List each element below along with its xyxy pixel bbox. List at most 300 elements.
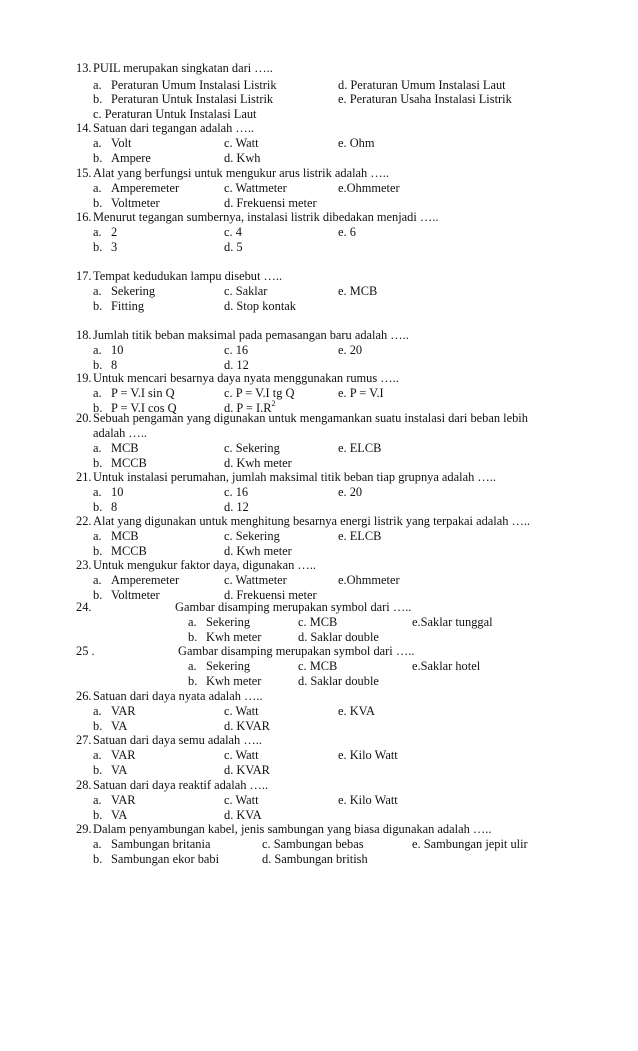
option-letter: b. [93,401,103,415]
option-letter: a. [93,386,102,400]
option-b [93,299,144,314]
option-letter: c. [224,704,233,718]
option-e [338,529,381,544]
option-a [93,704,136,719]
option-letter: a. [93,704,102,718]
option-text: Peraturan Umum Instalasi Laut [350,78,506,92]
option-letter: c. [224,225,233,239]
question-text [76,371,399,386]
option-text: 20 [349,485,363,499]
option-text: Saklar tunggal [420,615,493,629]
option-text: VAR [111,704,136,718]
question-number: 15. [76,166,92,180]
option-letter: a. [93,343,102,357]
option-letter: d. [224,456,234,470]
question-number: 13. [76,61,92,75]
question-text [76,470,496,485]
question-number: 23. [76,558,92,572]
option-text: 3 [111,240,118,254]
option-text: 4 [235,225,242,239]
option-c [224,441,280,456]
option-text: Sambungan ekor babi [111,852,220,866]
option-letter: e. [338,284,347,298]
option-text: Frekuensi meter [236,588,317,602]
question-text-continued: adalah ….. [93,426,148,440]
option-text: Peraturan Umum Instalasi Listrik [111,78,277,92]
option-letter: e. [338,573,347,587]
option-text: MCCB [111,456,147,470]
option-e [338,284,377,299]
option-letter: a. [93,225,102,239]
option-letter: d. [224,240,234,254]
option-letter: c. [262,837,271,851]
option-text: Ohm [349,136,375,150]
option-d [262,852,368,867]
option-a [188,659,250,674]
option-text: 8 [111,500,118,514]
option-a [93,529,139,544]
option-text: Kwh meter [206,630,262,644]
option-text: Sekering [235,441,280,455]
option-text: Kwh [236,151,261,165]
option-letter: e. [338,386,347,400]
option-text: Sekering [235,529,280,543]
option-e [338,485,362,500]
option-letter: b. [93,763,103,777]
question-stem: Alat yang berfungsi untuk mengukur arus listrik adalah ….. [93,166,389,180]
option-letter: e. [338,343,347,357]
option-text: Ohmmeter [346,573,400,587]
option-d [224,196,317,211]
option-text: Saklar double [310,674,379,688]
option-letter: d. [224,401,234,415]
option-e [412,837,528,852]
option-e [338,386,384,401]
option-letter: b. [93,500,103,514]
option-letter: c. [298,615,307,629]
question-stem: Satuan dari daya reaktif adalah ….. [93,778,269,792]
option-letter: d. [224,151,234,165]
option-letter: e. [338,136,347,150]
option-text: Sambungan british [274,852,368,866]
option-letter: e. [412,837,421,851]
question-stem: Tempat kedudukan lampu disebut ….. [93,269,283,283]
option-letter: b. [188,630,198,644]
question-stem: Satuan dari daya nyata adalah ….. [93,689,263,703]
option-letter: c. [224,485,233,499]
option-text: Sambungan britania [111,837,211,851]
option-b [93,240,117,255]
question-text [76,778,268,793]
option-letter: c. [93,107,102,121]
question-text [76,558,316,573]
option-a [93,78,277,93]
option-text: Kwh meter [206,674,262,688]
option-e [338,793,398,808]
option-letter: c. [224,573,233,587]
option-letter: c. [224,343,233,357]
option-c [224,485,248,500]
option-letter: d. [224,763,234,777]
question-text [76,210,438,225]
option-letter: d. [224,358,234,372]
question-text [76,328,409,343]
option-c [224,748,259,763]
question-text [76,644,414,659]
option-a [93,793,136,808]
option-text: P = V.I sin Q [111,386,175,400]
option-text: VA [111,763,128,777]
option-text: Peraturan Usaha Instalasi Listrik [349,92,512,106]
option-text: MCB [111,529,139,543]
option-b [188,630,261,645]
option-text: 5 [236,240,243,254]
option-d [224,719,270,734]
option-letter: a. [93,284,102,298]
option-c [224,343,248,358]
option-e [338,441,381,456]
question-text [76,121,254,136]
option-text: Peraturan Untuk Instalasi Laut [104,107,257,121]
option-e [338,704,375,719]
question-stem: Gambar disamping merupakan symbol dari ….. [175,600,412,614]
option-text: Kilo Watt [349,793,398,807]
option-text: 12 [236,500,249,514]
option-letter: c. [224,529,233,543]
option-text: Saklar double [310,630,379,644]
question-number: 24. [76,600,92,614]
option-letter: e. [412,659,421,673]
option-letter: e. [412,615,421,629]
option-letter: b. [93,588,103,602]
option-text: KVA [236,808,262,822]
option-letter: c. [224,136,233,150]
option-text: 20 [349,343,363,357]
question-stem: Jumlah titik beban maksimal pada pemasangan baru adalah ….. [93,328,409,342]
option-text: Watt [235,704,259,718]
question-text [76,61,273,76]
option-text: 16 [235,485,249,499]
option-letter: e. [338,704,347,718]
option-letter: a. [93,793,102,807]
question-stem: Dalam penyambungan kabel, jenis sambungan yang biasa digunakan adalah ….. [93,822,492,836]
option-e [338,573,400,588]
option-a [93,181,179,196]
question-text [76,514,530,529]
option-letter: d. [224,544,234,558]
option-c [224,704,259,719]
option-letter: d. [298,674,308,688]
option-letter: c. [224,748,233,762]
option-a [93,386,175,401]
option-letter: d. [338,78,348,92]
option-letter: e. [338,441,347,455]
option-e [338,343,362,358]
option-letter: b. [93,151,103,165]
option-text: Watt [235,793,259,807]
question-stem: Sebuah pengaman yang digunakan untuk mengamankan suatu instalasi dari beban lebih [93,411,528,425]
option-a [93,485,123,500]
option-text: Fitting [111,299,145,313]
option-letter: b. [93,299,103,313]
option-a [93,837,210,852]
option-letter: c. [224,181,233,195]
option-text: 16 [235,343,249,357]
option-text: MCB [309,659,338,673]
option-text: Wattmeter [235,573,287,587]
option-text: 10 [111,343,124,357]
option-letter: e. [338,92,347,106]
option-letter: b. [93,92,103,106]
option-b [93,500,117,515]
option-b [93,456,147,471]
option-b [93,151,151,166]
option-letter: d. [224,500,234,514]
option-text: Peraturan Untuk Instalasi Listrik [111,92,274,106]
option-letter: d. [298,630,308,644]
option-text: Sekering [206,615,251,629]
option-text: P = V.I tg Q [235,386,295,400]
option-text: MCB [111,441,139,455]
option-text: VA [111,719,128,733]
option-b [93,719,127,734]
option-letter: b. [93,456,103,470]
option-text: ELCB [349,441,382,455]
option-text: VAR [111,793,136,807]
question-text [76,269,282,284]
option-e [412,615,493,630]
option-letter: a. [93,485,102,499]
option-c [224,136,259,151]
option-letter: a. [93,573,102,587]
option-text: 6 [349,225,356,239]
option-letter: d. [224,299,234,313]
option-e [338,748,398,763]
option-b [93,808,127,823]
option-c [224,573,287,588]
option-text: Wattmeter [235,181,287,195]
option-text: 8 [111,358,118,372]
option-letter: e. [338,529,347,543]
question-stem: Menurut tegangan sumbernya, instalasi listrik dibedakan menjadi ….. [93,210,439,224]
option-letter: e. [338,225,347,239]
option-b [93,763,127,778]
option-letter: c. [224,386,233,400]
option-letter: e. [338,485,347,499]
option-a [188,615,250,630]
option-letter: c. [298,659,307,673]
question-stem: PUIL merupakan singkatan dari ….. [93,61,273,75]
option-d [224,544,292,559]
option-text: Stop kontak [236,299,296,313]
option-text: Sambungan bebas [273,837,364,851]
option-c [298,659,337,674]
option-b [93,544,147,559]
option-text: 2 [111,225,118,239]
option-b [93,196,160,211]
option-c [224,181,287,196]
question-stem: Untuk mencari besarnya daya nyata menggunakan rumus ….. [93,371,399,385]
question-number: 17. [76,269,92,283]
option-letter: a. [93,748,102,762]
option-text: Sambungan jepit ulir [423,837,528,851]
option-text: 12 [236,358,249,372]
question-number: 14. [76,121,92,135]
option-c [224,529,280,544]
option-letter: b. [93,544,103,558]
question-stem: Gambar disamping merupakan symbol dari ….. [178,644,415,658]
option-text: Amperemeter [111,181,180,195]
option-letter: c. [224,441,233,455]
option-e [412,659,480,674]
option-letter: e. [338,793,347,807]
option-d [224,240,243,255]
option-letter: a. [93,837,102,851]
question-text [76,166,389,181]
question-number: 29. [76,822,92,836]
option-d [224,500,249,515]
option-letter: d. [224,196,234,210]
option-b [188,674,261,689]
option-letter: d. [262,852,272,866]
option-text: MCCB [111,544,147,558]
option-text: Watt [235,748,259,762]
option-letter: b. [93,196,103,210]
option-e [338,136,375,151]
option-text: Kwh meter [236,456,292,470]
question-stem: Untuk mengukur faktor daya, digunakan ….. [93,558,316,572]
option-letter: a. [93,181,102,195]
option-a [93,284,155,299]
option-text: Ampere [111,151,151,165]
option-text: Volt [111,136,132,150]
question-number: 25 . [76,644,95,658]
option-d [338,78,506,93]
option-letter: a. [93,529,102,543]
option-c [224,386,294,401]
option-text: Watt [235,136,259,150]
question-stem: Satuan dari daya semu adalah ….. [93,733,262,747]
option-text: Sekering [111,284,156,298]
option-a [93,225,117,240]
option-a [93,748,136,763]
question-stem: Satuan dari tegangan adalah ….. [93,121,255,135]
question-stem: Alat yang digunakan untuk menghitung besarnya energi listrik yang terpakai adalah ….. [93,514,531,528]
option-text: Sekering [206,659,251,673]
option-text: Saklar hotel [420,659,481,673]
option-text: VA [111,808,128,822]
option-letter: b. [93,808,103,822]
option-text: Kwh meter [236,544,292,558]
option-text: KVA [349,704,375,718]
option-d [224,299,296,314]
option-text: Frekuensi meter [236,196,317,210]
question-number: 22. [76,514,92,528]
option-text: P = V.I [349,386,384,400]
option-a [93,441,139,456]
option-d [224,151,261,166]
option-letter: a. [93,78,102,92]
option-text: P = I.R [236,401,272,415]
option-text: Voltmeter [111,588,160,602]
question-text [76,822,491,837]
option-letter: b. [188,674,198,688]
option-text: Ohmmeter [346,181,400,195]
option-d [298,674,379,689]
option-letter: c. [224,284,233,298]
question-number: 26. [76,689,92,703]
option-letter: d. [224,719,234,733]
superscript: 2 [271,398,276,408]
option-c [262,837,364,852]
option-text: Kilo Watt [349,748,398,762]
question-text [76,733,262,748]
option-e [338,181,400,196]
question-number: 20. [76,411,92,425]
question-stem: Untuk instalasi perumahan, jumlah maksimal titik beban tiap grupnya adalah ….. [93,470,496,484]
option-b [93,852,219,867]
option-text: 10 [111,485,124,499]
option-text: VAR [111,748,136,762]
option-letter: e. [338,748,347,762]
question-number: 28. [76,778,92,792]
question-number: 27. [76,733,92,747]
option-d [224,456,292,471]
question-number: 19. [76,371,92,385]
option-text: KVAR [236,719,270,733]
option-c [224,284,267,299]
option-letter: d. [224,588,234,602]
option-text: MCB [349,284,378,298]
option-text: KVAR [236,763,270,777]
option-letter: a. [93,441,102,455]
option-letter: b. [93,719,103,733]
option-letter: a. [188,615,197,629]
option-b [93,92,273,107]
option-c [224,225,242,240]
option-d [298,630,379,645]
option-c [93,107,256,122]
option-e [338,225,356,240]
option-e [338,92,512,107]
option-a [93,573,179,588]
option-letter: b. [93,852,103,866]
question-text [76,411,528,426]
option-letter: b. [93,240,103,254]
option-d [224,763,270,778]
option-text: MCB [309,615,338,629]
option-letter: a. [93,136,102,150]
option-letter: d. [224,808,234,822]
option-letter: e. [338,181,347,195]
question-number: 18. [76,328,92,342]
option-text: P = V.I cos Q [111,401,177,415]
option-text: Amperemeter [111,573,180,587]
option-c [298,615,337,630]
question-number: 16. [76,210,92,224]
option-c [224,793,259,808]
option-text: Saklar [235,284,268,298]
option-a [93,136,131,151]
option-text: ELCB [349,529,382,543]
question-text [76,600,411,615]
question-number: 21. [76,470,92,484]
option-text: Voltmeter [111,196,160,210]
option-letter: a. [188,659,197,673]
option-letter: c. [224,793,233,807]
option-d [224,808,262,823]
option-letter: b. [93,358,103,372]
